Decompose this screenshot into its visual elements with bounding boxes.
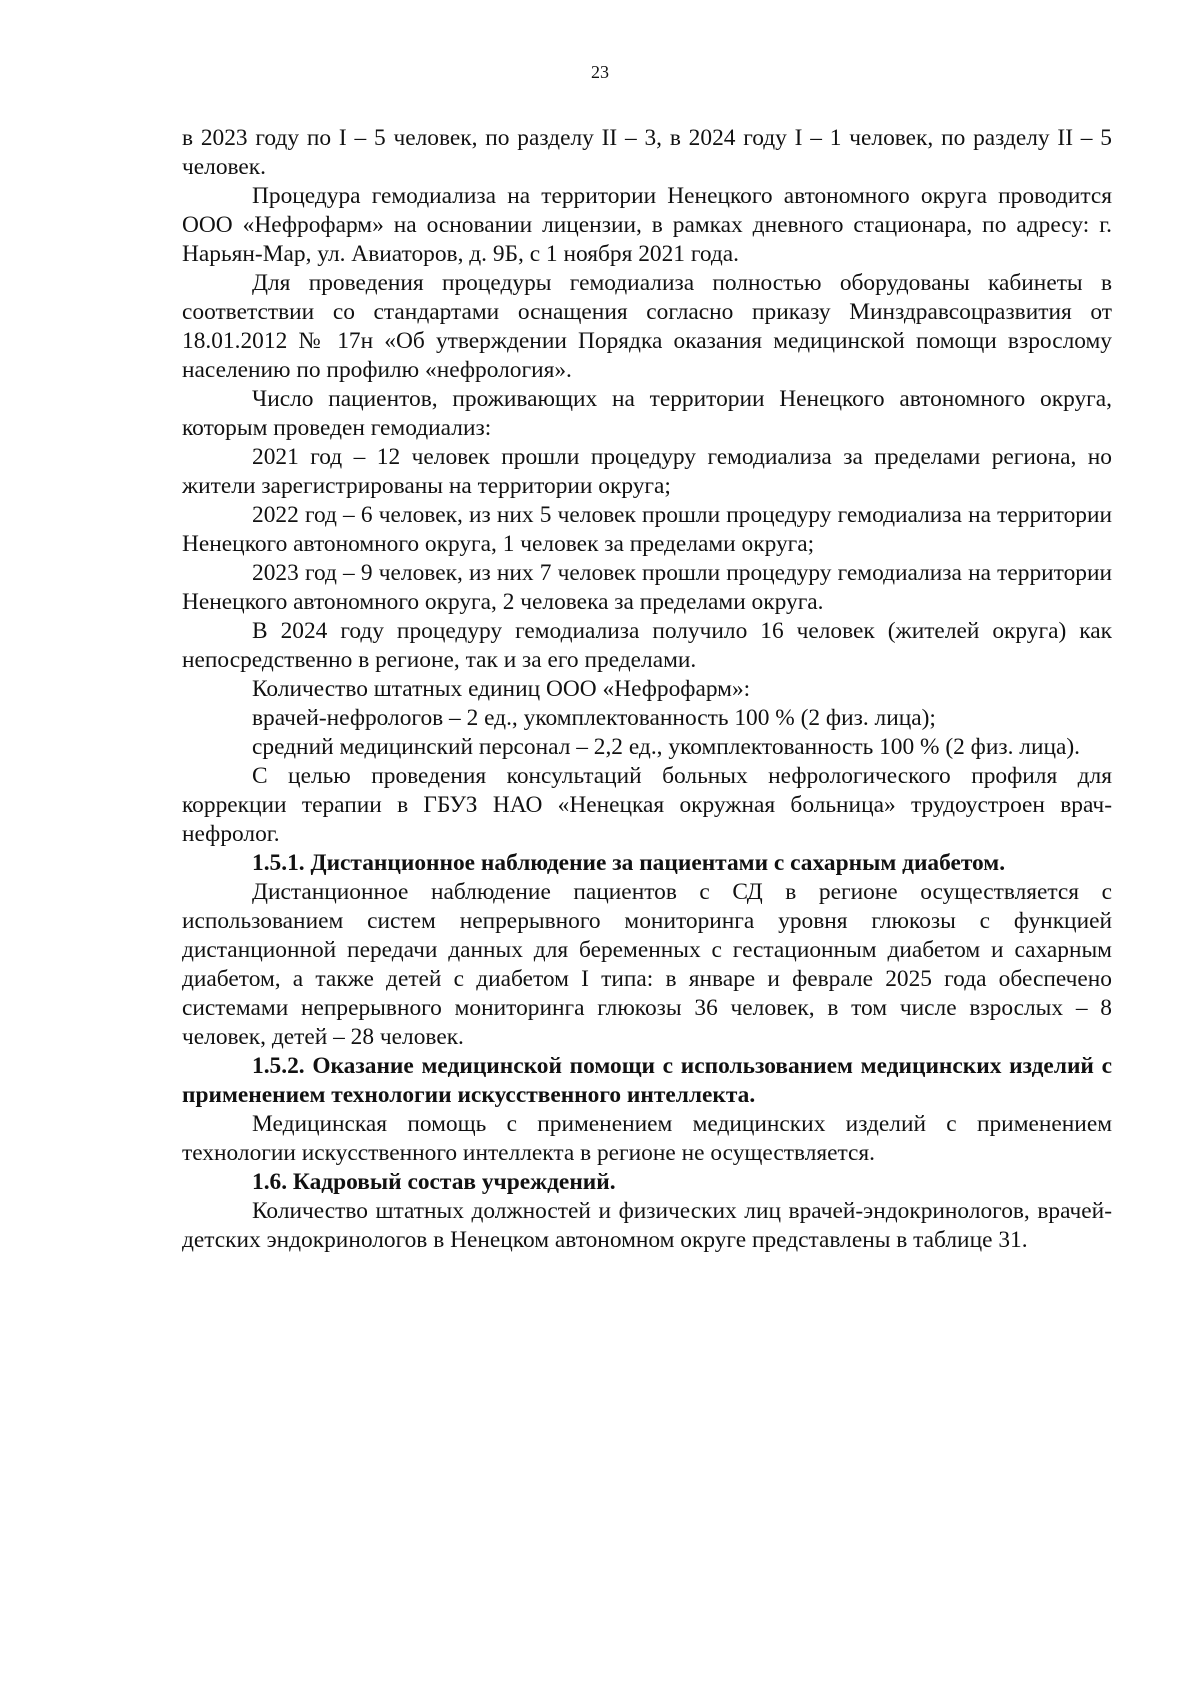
paragraph: Дистанционное наблюдение пациентов с СД в регионе осуществляется с использованием систем непрерывного мониторинга уровня глюкозы с функцией дистанционной передачи данных для беременных с гестационным диабетом и сахарным диабетом, а также детей с диабетом I типа: в январе и феврале 2025 года обеспечено системами непрерывного мониторинга глюкозы 36 человек, в том числе взрослых – 8 человек, детей – 28 человек. [182,879,1112,1050]
paragraph: Число пациентов, проживающих на территории Ненецкого автономного округа, которым проведен гемодиализ: [182,386,1112,441]
paragraph: Количество штатных должностей и физических лиц врачей-эндокринологов, врачей-детских эндокринологов в Ненецком автономном округе представлены в таблице 31. [182,1198,1112,1253]
paragraph: Для проведения процедуры гемодиализа полностью оборудованы кабинеты в соответствии со стандартами оснащения согласно приказу Минздравсоцразвития от 18.01.2012 № 17н «Об утверждении Порядка оказания медицинской помощи взрослому населению по профилю «нефрология». [182,270,1112,383]
paragraph: средний медицинский персонал – 2,2 ед., укомплектованность 100 % (2 физ. лица). [252,734,1081,760]
section-heading: 1.5.1. Дистанционное наблюдение за пациентами с сахарным диабетом. [252,850,1006,876]
paragraph: в 2023 году по I – 5 человек, по разделу II – 3, в 2024 году I – 1 человек, по разделу II – 5 человек. [182,125,1112,180]
paragraph: Количество штатных единиц ООО «Нефрофарм»: [252,676,751,702]
section-heading: 1.5.2. Оказание медицинской помощи с использованием медицинских изделий с применением технологии искусственного интеллекта. [182,1053,1112,1108]
section-heading: 1.6. Кадровый состав учреждений. [252,1169,616,1195]
paragraph: Процедура гемодиализа на территории Ненецкого автономного округа проводится ООО «Нефрофарм» на основании лицензии, в рамках дневного стационара, по адресу: г. Нарьян-Мар, ул. Авиаторов, д. 9Б, с 1 ноября 2021 года. [182,183,1112,267]
paragraph: 2023 год – 9 человек, из них 7 человек прошли процедуру гемодиализа на территории Ненецкого автономного округа, 2 человека за пределами округа. [182,560,1112,615]
page-number: 23 [591,62,609,82]
paragraph: С целью проведения консультаций больных нефрологического профиля для коррекции терапии в ГБУЗ НАО «Ненецкая окружная больница» трудоустроен врач-нефролог. [182,763,1112,847]
paragraph: 2021 год – 12 человек прошли процедуру гемодиализа за пределами региона, но жители зарегистрированы на территории округа; [182,444,1112,499]
paragraph: врачей-нефрологов – 2 ед., укомплектованность 100 % (2 физ. лица); [252,705,936,731]
document-body [182,124,1112,1255]
paragraph: 2022 год – 6 человек, из них 5 человек прошли процедуру гемодиализа на территории Ненецкого автономного округа, 1 человек за пределами округа; [182,502,1112,557]
paragraph: В 2024 году процедуру гемодиализа получило 16 человек (жителей округа) как непосредственно в регионе, так и за его пределами. [182,618,1112,673]
paragraph: Медицинская помощь с применением медицинских изделий с применением технологии искусственного интеллекта в регионе не осуществляется. [182,1111,1112,1166]
